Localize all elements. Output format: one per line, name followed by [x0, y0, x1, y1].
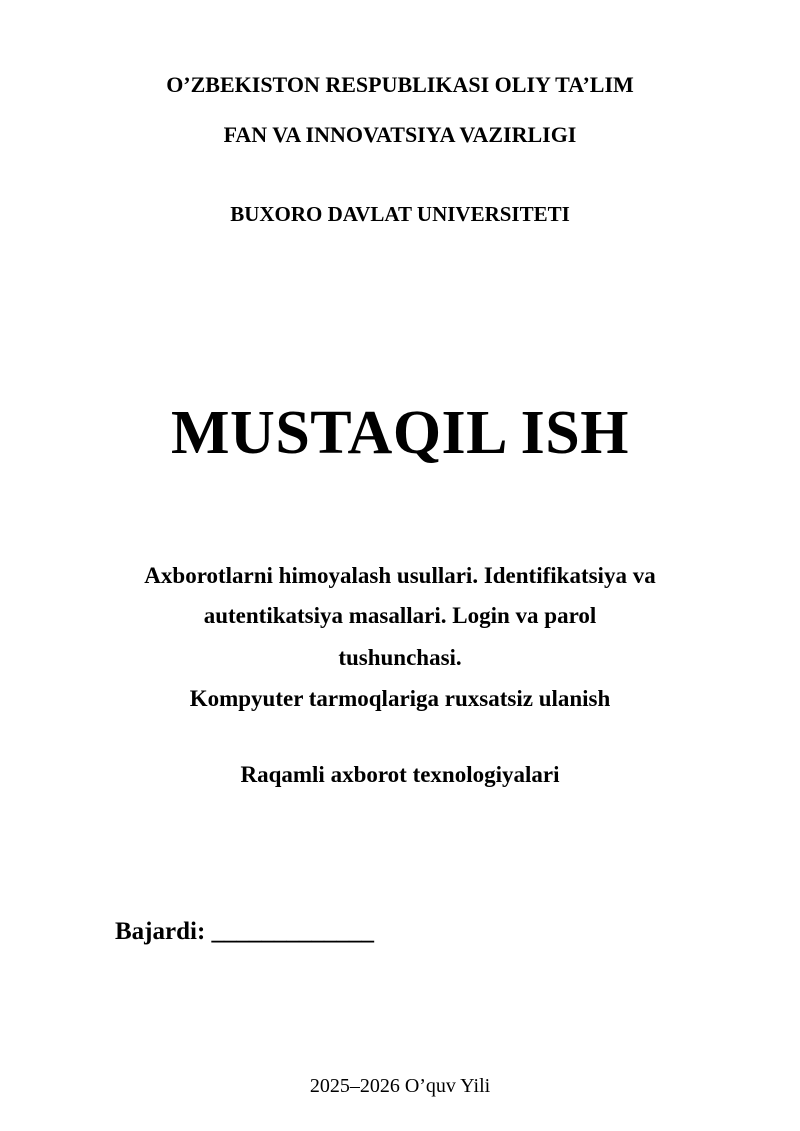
- ministry-name-line1: O’ZBEKISTON RESPUBLIKASI OLIY TA’LIM: [166, 72, 634, 97]
- performer-blank: _____________: [211, 918, 375, 945]
- topic-line-2: autentikatsiya masallari. Login va parol: [203, 603, 597, 628]
- ministry-name-line2: FAN VA INNOVATSIYA VAZIRLIGI: [223, 122, 577, 147]
- topic-line-4: Kompyuter tarmoqlariga ruxsatsiz ulanish: [189, 686, 611, 711]
- performer-label: Bajardi:: [115, 918, 206, 945]
- document-title: MUSTAQIL ISH: [171, 399, 629, 467]
- topic-line-1: Axborotlarni himoyalash usullari. Identifikatsiya va: [144, 563, 656, 588]
- subject-name: Raqamli axborot texnologiyalari: [240, 762, 560, 787]
- university-name: BUXORO DAVLAT UNIVERSITETI: [230, 202, 570, 226]
- topic-line-3: tushunchasi.: [338, 645, 462, 670]
- performer-field: [115, 918, 374, 946]
- academic-year: 2025–2026 O’quv Yili: [309, 1075, 491, 1097]
